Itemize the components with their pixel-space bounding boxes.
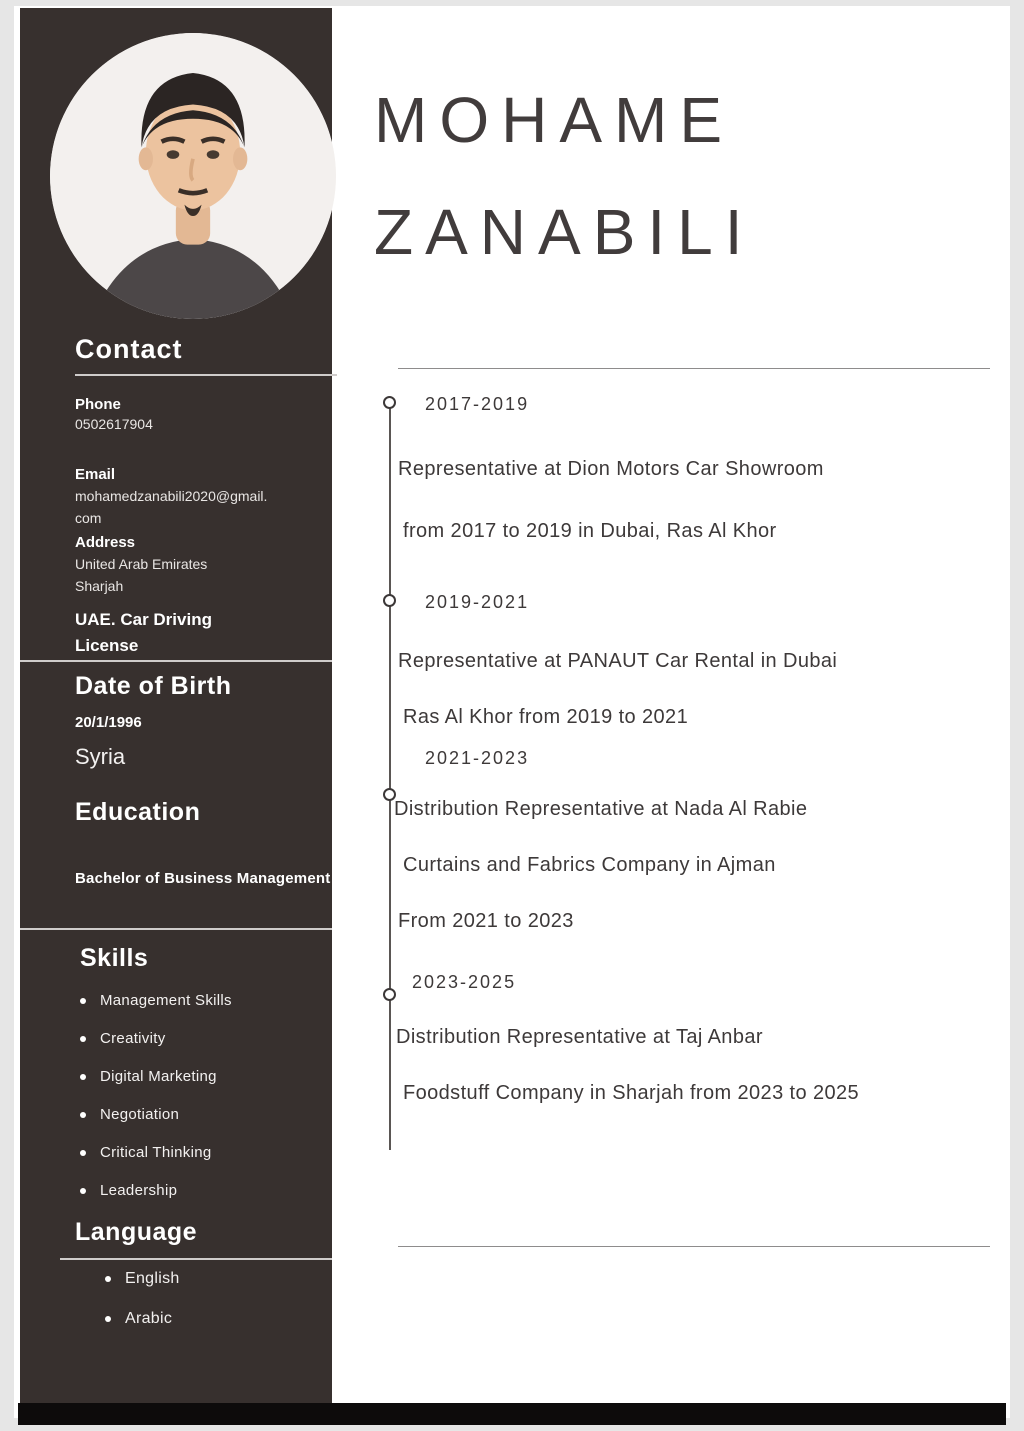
address-line1: United Arab Emirates bbox=[75, 556, 208, 572]
last-name: ZANABILI bbox=[374, 196, 755, 268]
header-rule bbox=[398, 368, 990, 369]
skill-label: Management Skills bbox=[100, 992, 232, 1009]
portrait-illustration bbox=[50, 33, 336, 319]
profile-photo bbox=[50, 33, 336, 319]
sidebar-divider-1 bbox=[20, 660, 332, 662]
skill-item bbox=[80, 992, 232, 1009]
timeline-text: Representative at PANAUT Car Rental in Dubai bbox=[398, 650, 838, 672]
phone-value: 0502617904 bbox=[75, 416, 153, 432]
address-label: Address bbox=[75, 534, 136, 551]
bullet-icon bbox=[80, 1188, 86, 1194]
timeline-text: Curtains and Fabrics Company in Ajman bbox=[403, 854, 776, 876]
timeline-text: From 2021 to 2023 bbox=[398, 910, 574, 932]
bottom-bar bbox=[18, 1403, 1006, 1425]
skill-label: Leadership bbox=[100, 1182, 178, 1199]
language-underline bbox=[60, 1258, 332, 1260]
education-degree: Bachelor of Business Management bbox=[75, 870, 331, 887]
dob-value: 20/1/1996 bbox=[75, 714, 142, 731]
language-item bbox=[105, 1310, 172, 1328]
skill-item bbox=[80, 1106, 179, 1123]
sidebar-divider-2 bbox=[20, 928, 332, 930]
timeline-line bbox=[389, 402, 391, 1150]
timeline-text: Distribution Representative at Nada Al Rabie bbox=[394, 798, 808, 820]
dob-heading: Date of Birth bbox=[75, 672, 232, 700]
language-label: Arabic bbox=[125, 1310, 173, 1327]
skill-item bbox=[80, 1030, 166, 1047]
language-item bbox=[105, 1270, 180, 1288]
timeline-period: 2019-2021 bbox=[425, 592, 530, 612]
dob-country: Syria bbox=[75, 744, 126, 769]
bullet-icon bbox=[80, 998, 86, 1004]
skills-heading: Skills bbox=[80, 944, 149, 972]
skill-label: Creativity bbox=[100, 1030, 166, 1047]
language-heading: Language bbox=[75, 1218, 198, 1246]
first-name: MOHAME bbox=[374, 84, 734, 156]
bullet-icon bbox=[80, 1150, 86, 1156]
skill-label: Negotiation bbox=[100, 1106, 180, 1123]
sidebar bbox=[20, 8, 332, 1405]
timeline-dot bbox=[383, 594, 396, 607]
email-label: Email bbox=[75, 466, 116, 483]
contact-heading: Contact bbox=[75, 334, 183, 364]
contact-underline bbox=[75, 374, 337, 376]
timeline-text: Representative at Dion Motors Car Showroom bbox=[398, 458, 824, 480]
address-line2: Sharjah bbox=[75, 578, 124, 594]
phone-label: Phone bbox=[75, 396, 121, 413]
education-heading: Education bbox=[75, 798, 201, 826]
bullet-icon bbox=[105, 1276, 111, 1282]
language-label: English bbox=[125, 1270, 180, 1287]
skill-item bbox=[80, 1182, 177, 1199]
timeline-period: 2017-2019 bbox=[425, 394, 530, 414]
skill-label: Critical Thinking bbox=[100, 1144, 212, 1161]
email-value-line1: mohamedzanabili2020@gmail. bbox=[75, 488, 268, 504]
timeline-text: from 2017 to 2019 in Dubai, Ras Al Khor bbox=[403, 520, 777, 542]
bullet-icon bbox=[105, 1316, 111, 1322]
license-line2: License bbox=[75, 636, 139, 655]
timeline-dot bbox=[383, 988, 396, 1001]
skill-item bbox=[80, 1144, 212, 1161]
timeline-period: 2023-2025 bbox=[412, 972, 517, 992]
timeline-period: 2021-2023 bbox=[425, 748, 530, 768]
bullet-icon bbox=[80, 1036, 86, 1042]
timeline-text: Distribution Representative at Taj Anbar bbox=[396, 1026, 763, 1048]
timeline-text: Ras Al Khor from 2019 to 2021 bbox=[403, 706, 689, 728]
skill-item bbox=[80, 1068, 217, 1085]
timeline-dot bbox=[383, 396, 396, 409]
footer-rule bbox=[398, 1246, 990, 1247]
email-value-line2: com bbox=[75, 510, 102, 526]
bullet-icon bbox=[80, 1074, 86, 1080]
timeline-text: Foodstuff Company in Sharjah from 2023 to 2025 bbox=[403, 1082, 860, 1104]
license-line1: UAE. Car Driving bbox=[75, 610, 212, 629]
skill-label: Digital Marketing bbox=[100, 1068, 217, 1085]
bullet-icon bbox=[80, 1112, 86, 1118]
